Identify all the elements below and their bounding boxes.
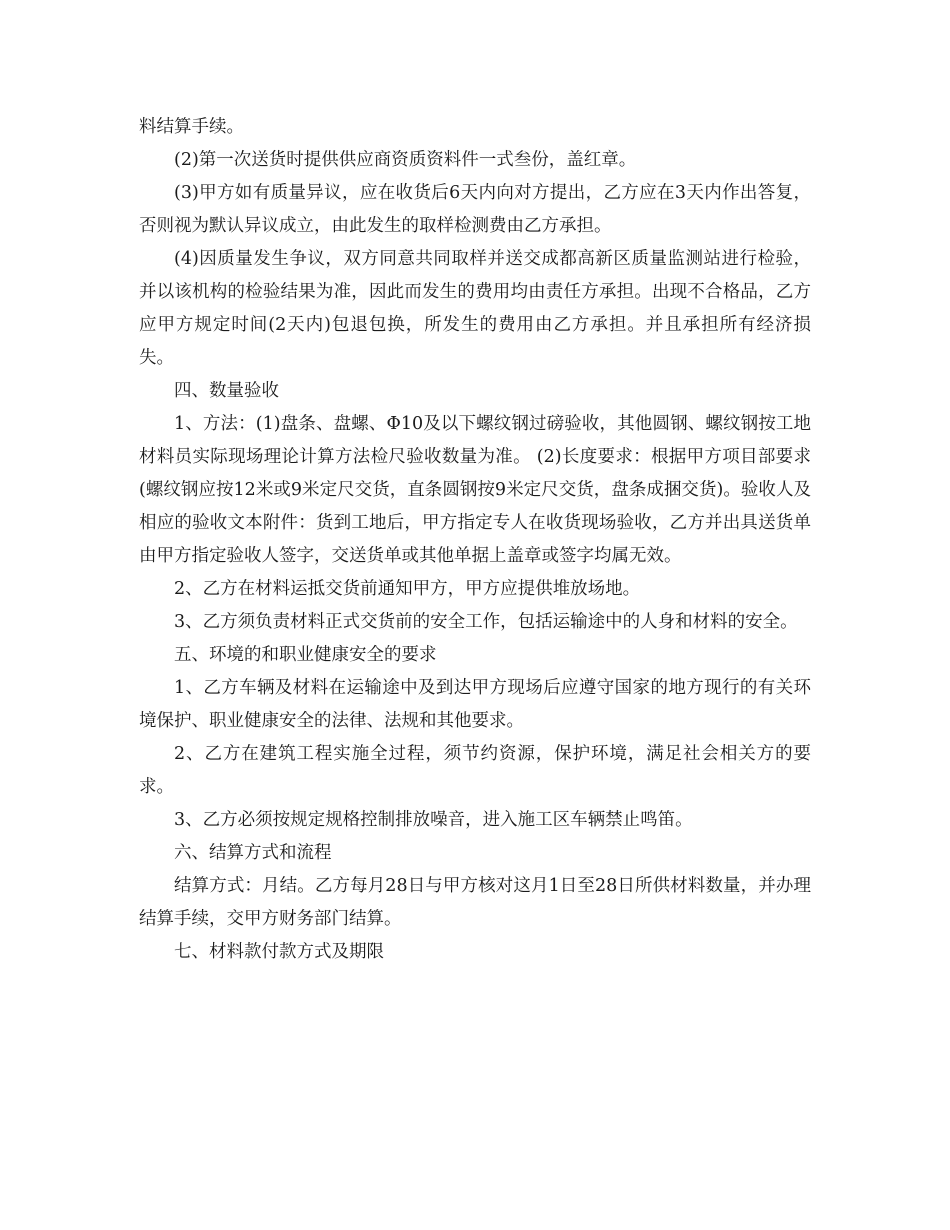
paragraph-item-4-quality-dispute: (4)因质量发生争议，双方同意共同取样并送交成都高新区质量监测站进行检验，并以该机构的检验结果为准，因此而发生的费用均由责任方承担。出现不合格品，乙方应甲方规定时间(2天内)包退包换，所发生的费用由乙方承担。并且承担所有经济损失。 xyxy=(139,249,811,368)
paragraph-item-3-quality-objection: (3)甲方如有质量异议，应在收货后6天内向对方提出，乙方应在3天内作出答复，否则视为默认异议成立，由此发生的取样检测费由乙方承担。 xyxy=(139,183,811,236)
paragraph-continuation: 料结算手续。 xyxy=(139,117,244,137)
paragraph-item-2-supplier-docs: (2)第一次送货时提供供应商资质资料件一式叁份，盖红章。 xyxy=(174,150,637,170)
paragraph-transport-safety: 3、乙方须负责材料正式交货前的安全工作，包括运输途中的人身和材料的安全。 xyxy=(174,612,798,632)
paragraph-environment-law: 1、乙方车辆及材料在运输途中及到达甲方现场后应遵守国家的地方现行的有关环境保护、职业健康安全的法律、法规和其他要求。 xyxy=(139,678,811,731)
paragraph-settlement-method: 结算方式：月结。乙方每月28日与甲方核对这月1日至28日所供材料数量，并办理结算手续，交甲方财务部门结算。 xyxy=(139,876,811,929)
paragraph-resource-saving: 2、乙方在建筑工程实施全过程，须节约资源，保护环境，满足社会相关方的要求。 xyxy=(139,744,811,797)
section-heading-settlement: 六、结算方式和流程 xyxy=(174,843,332,863)
paragraph-acceptance-method: 1、方法：(1)盘条、盘螺、Φ10及以下螺纹钢过磅验收，其他圆钢、螺纹钢按工地材料员实际现场理论计算方法检尺验收数量为准。 (2)长度要求：根据甲方项目部要求(螺纹钢应按12米或9米定尺交货，直条圆钢按9米定尺交货，盘条成捆交货)。验收人及相应的验收文本附件：货到工地后，甲方指定专人在收货现场验收，乙方并出具送货单由甲方指定验收人签字，交送货单或其他单据上盖章或签字均属无效。 xyxy=(139,414,811,566)
section-heading-payment-terms: 七、材料款付款方式及期限 xyxy=(174,942,384,962)
paragraph-noise-control: 3、乙方必须按规定规格控制排放噪音，进入施工区车辆禁止鸣笛。 xyxy=(174,810,693,830)
document-body xyxy=(139,111,811,969)
section-heading-quantity-acceptance: 四、数量验收 xyxy=(174,381,279,401)
section-heading-environment-safety: 五、环境的和职业健康安全的要求 xyxy=(174,645,437,665)
paragraph-delivery-notice: 2、乙方在材料运抵交货前通知甲方，甲方应提供堆放场地。 xyxy=(174,579,641,599)
